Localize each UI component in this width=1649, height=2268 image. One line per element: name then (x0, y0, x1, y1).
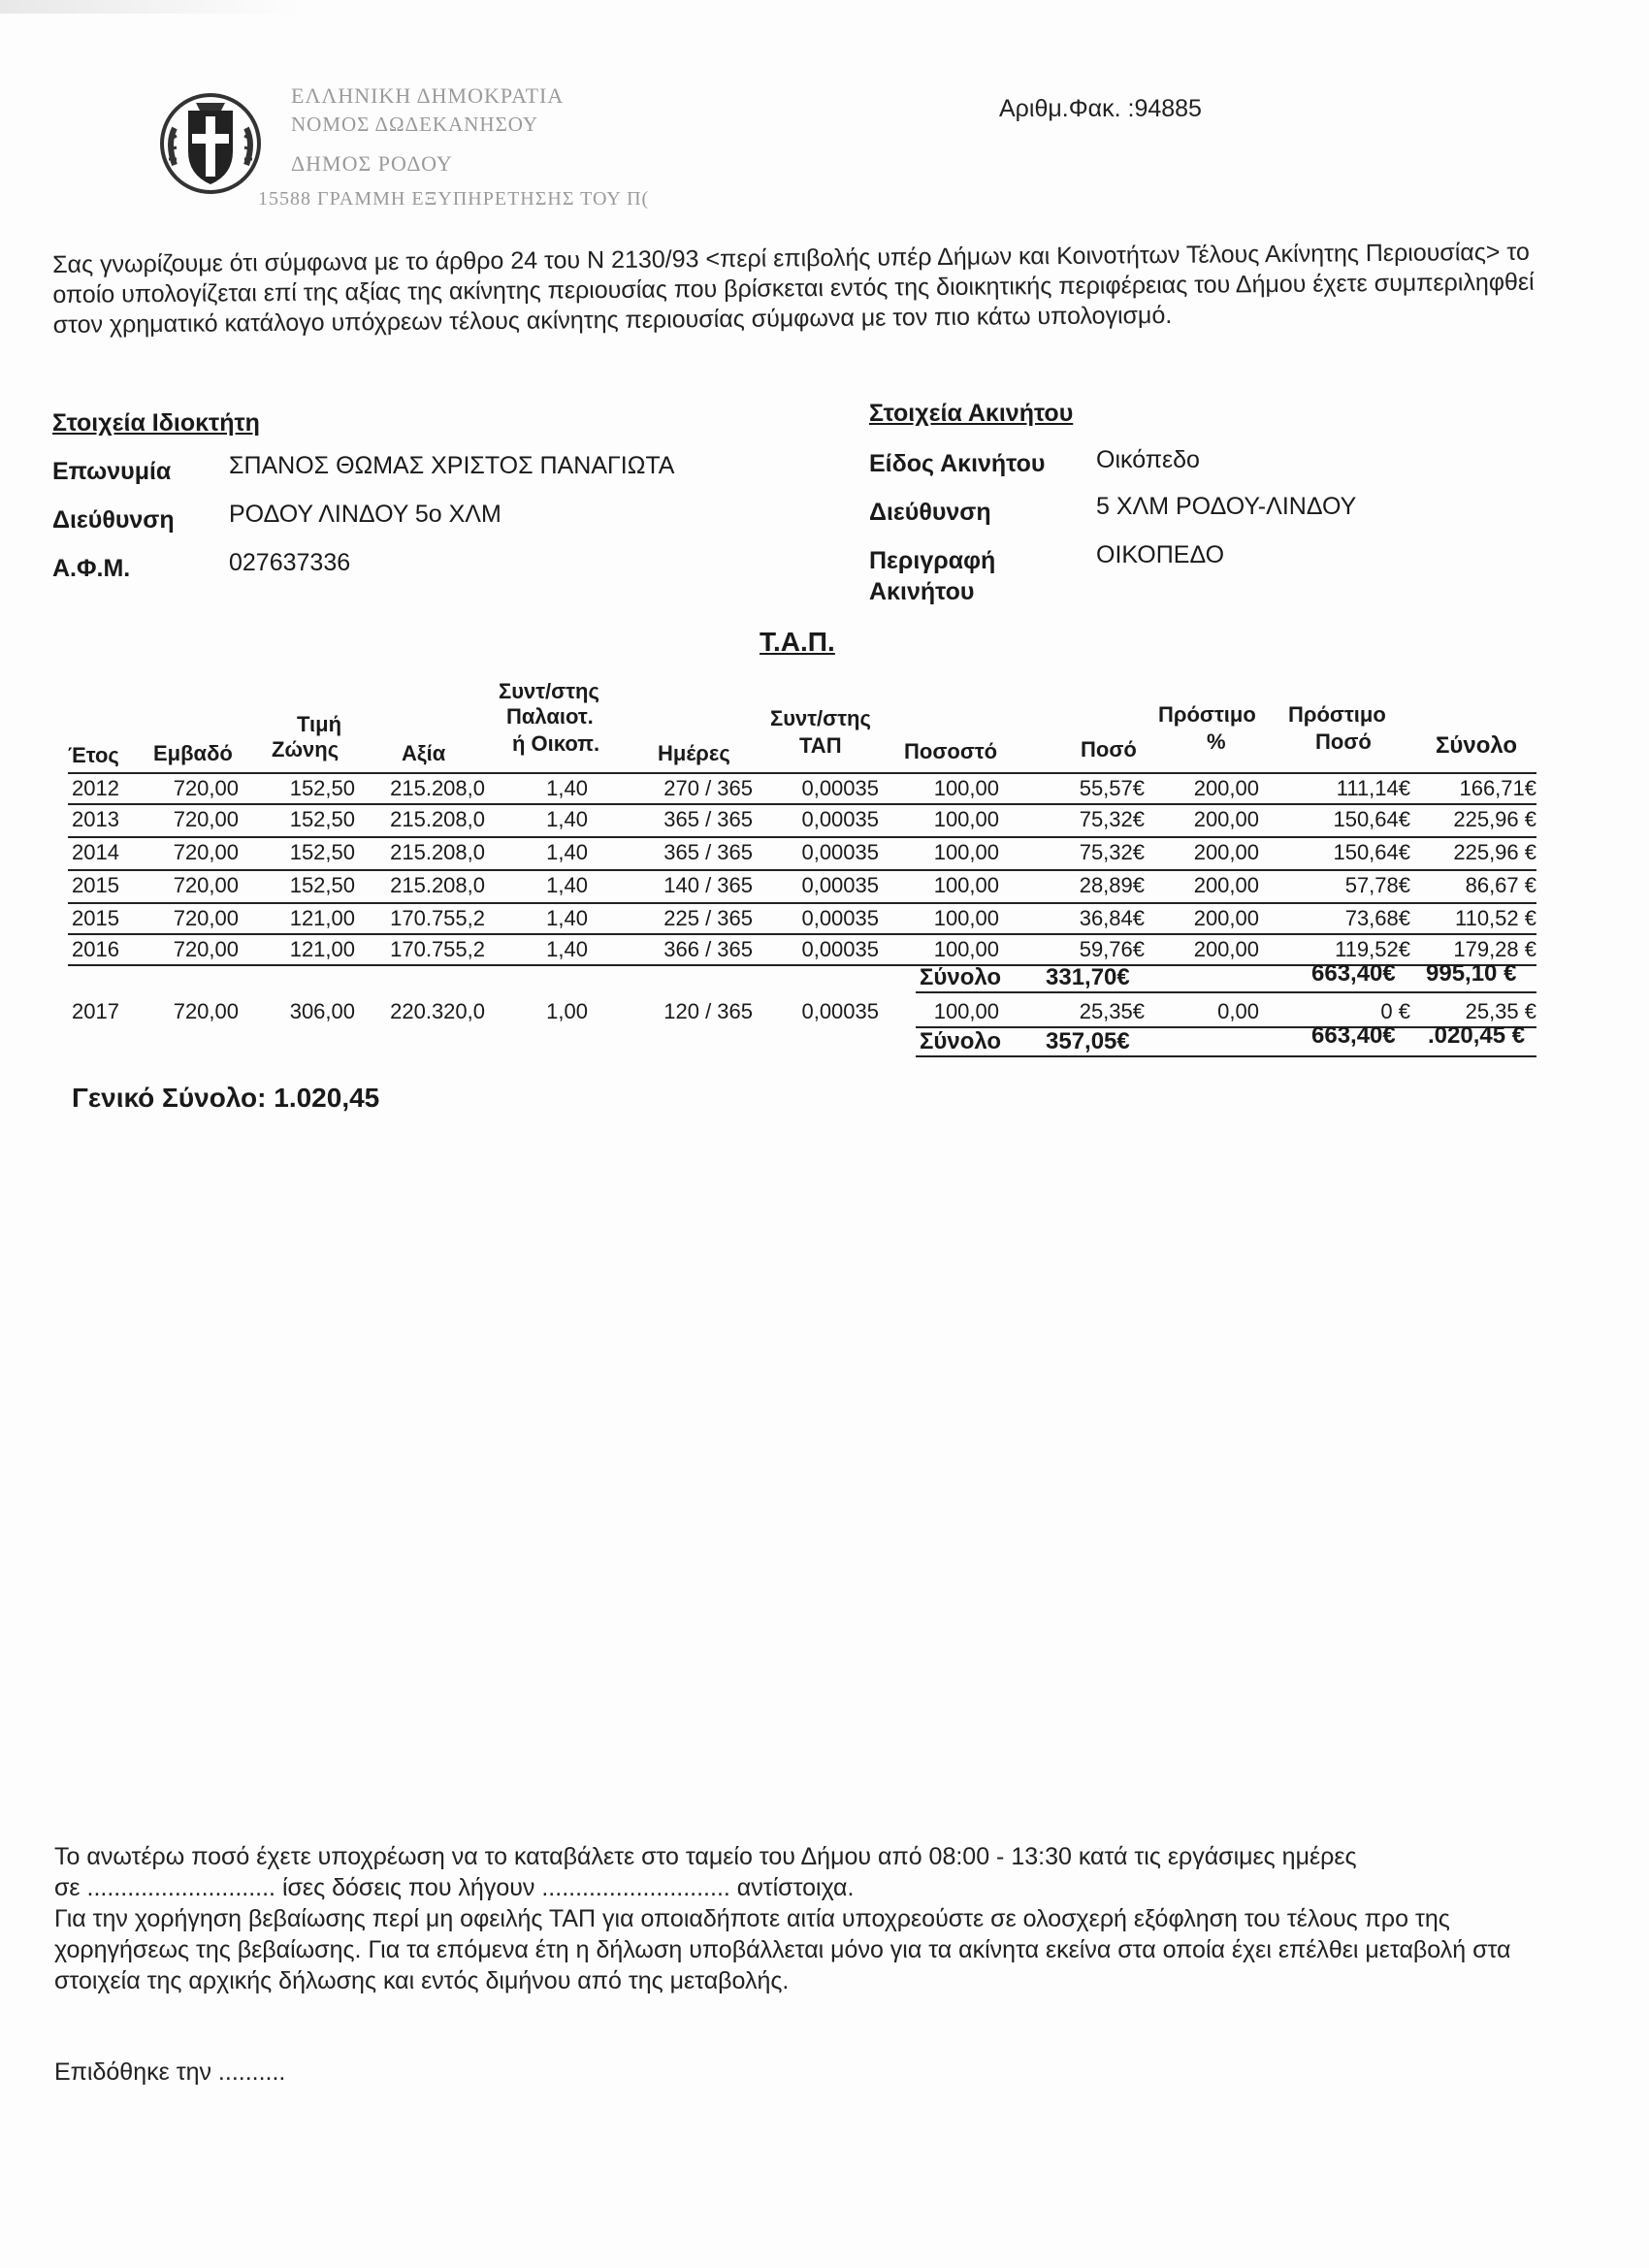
table-row-2-fine-amount: 150,64€ (1333, 807, 1410, 831)
owner-address: ΡΟΔΟΥ ΛΙΝΔΟΥ 5ο ΧΛΜ (229, 501, 501, 528)
table-row-2017-total: 25,35 € (1465, 999, 1536, 1023)
table-row-5-value: 170.755,2 (390, 906, 485, 930)
col-header-area: Εμβαδό (153, 741, 233, 765)
table-row-4-area: 720,00 (173, 873, 239, 897)
served-date: Επιδόθηκε την .......... (54, 2058, 286, 2086)
col-header-tap-coef-2: ΤΑΠ (799, 733, 842, 758)
table-row-2-area: 720,00 (173, 807, 239, 831)
subtotal1-amount: 331,70€ (1046, 964, 1130, 990)
table-row-1-percent: 100,00 (933, 776, 999, 800)
table-row-2-fine-pct: 200,00 (1193, 807, 1259, 831)
table-row-1-year: 2012 (72, 776, 119, 800)
tap-title: Τ.Α.Π. (760, 627, 835, 657)
table-row-5-fine-amount: 73,68€ (1344, 906, 1410, 930)
owner-name-label: Επωνυμία (52, 458, 172, 485)
table-row-3-tap-coef: 0,00035 (801, 840, 879, 864)
subtotal2-fine: 663,40€ (1311, 1022, 1396, 1049)
table-row-5-age-coef: 1,40 (546, 906, 588, 930)
subtotal1-label: Σύνολο (920, 964, 1002, 990)
table-row-5-amount: 36,84€ (1079, 906, 1145, 930)
table-row-4-days: 140 / 365 (663, 873, 753, 897)
table-row-3-zone-price: 152,50 (289, 840, 355, 864)
table-row-4-fine-pct: 200,00 (1193, 873, 1259, 897)
col-header-zone-price-2: Ζώνης (272, 737, 340, 761)
table-row-5-percent: 100,00 (933, 906, 999, 930)
file-number: Αριθμ.Φακ. :94885 (999, 95, 1202, 122)
table-rule (68, 933, 1536, 935)
table-row-6-fine-amount: 119,52€ (1335, 937, 1410, 961)
col-header-zone-price-1: Τιμή (296, 712, 342, 736)
greek-coat-of-arms-icon (157, 89, 264, 198)
col-header-fine-amount-2: Ποσό (1315, 729, 1372, 754)
table-row-2017-fine-amount: 0 € (1380, 999, 1410, 1023)
table-row-2-amount: 75,32€ (1079, 807, 1145, 831)
table-rule (68, 869, 1536, 871)
table-rule (916, 1055, 1536, 1057)
table-rule (916, 991, 1536, 993)
table-row-5-fine-pct: 200,00 (1193, 906, 1259, 930)
subtotal1-total: 995,10 € (1426, 960, 1517, 987)
footer-certificate-text: Για την χορήγηση βεβαίωσης περί μη οφειλής ΤΑΠ για οποιαδήποτε αιτία υποχρεούστε σε ολοσχερή εξόφληση του τέλους προ της χορηγήσεως της βεβαίωσης. Για τα επόμενα έτη η δήλωση υποβάλλεται μόνο για τα ακίνητα εκείνα στα οποία έχει επέλθει μεταβολή στα στοιχεία της αρχικής δήλωσης και εντός διμήνου από της μεταβολής. (54, 1905, 1511, 1994)
table-row-3-year: 2014 (72, 840, 119, 864)
table-row-6-tap-coef: 0,00035 (801, 937, 879, 961)
subtotal2-label: Σύνολο (920, 1028, 1002, 1054)
table-row-3-age-coef: 1,40 (546, 840, 588, 864)
table-row-1-total: 166,71€ (1459, 776, 1536, 800)
owner-name: ΣΠΑΝΟΣ ΘΩΜΑΣ ΧΡΙΣΤΟΣ ΠΑΝΑΓΙΩΤΑ (229, 452, 675, 479)
table-row-3-value: 215.208,0 (390, 840, 485, 864)
header-municipality: ΔΗΜΟΣ ΡΟΔΟΥ (291, 151, 453, 176)
table-row-4-tap-coef: 0,00035 (801, 873, 879, 897)
col-header-age-coef-2: Παλαιοτ. (506, 704, 594, 729)
owner-section-title: Στοιχεία Ιδιοκτήτη (52, 409, 260, 437)
table-row-2017-percent: 100,00 (933, 999, 999, 1023)
footer-notes (54, 1841, 1548, 1996)
owner-afm-label: Α.Φ.Μ. (52, 555, 131, 582)
table-rule (68, 803, 1536, 805)
scan-mark (0, 0, 301, 14)
col-header-age-coef-1: Συντ/στης (499, 679, 599, 703)
table-row-4-age-coef: 1,40 (546, 873, 588, 897)
table-row-2017-tap-coef: 0,00035 (801, 999, 879, 1023)
table-row-5-tap-coef: 0,00035 (801, 906, 879, 930)
table-row-1-fine-pct: 200,00 (1193, 776, 1259, 800)
table-row-1-value: 215.208,0 (390, 776, 485, 800)
table-row-3-total: 225,96 € (1453, 840, 1536, 864)
owner-address-label: Διεύθυνση (52, 506, 175, 534)
table-row-2017-area: 720,00 (173, 999, 239, 1023)
table-row-4-zone-price: 152,50 (289, 873, 355, 897)
table-row-6-area: 720,00 (173, 937, 239, 961)
table-row-6-amount: 59,76€ (1079, 937, 1145, 961)
table-row-3-days: 365 / 365 (663, 840, 753, 864)
table-row-2-total: 225,96 € (1453, 807, 1536, 831)
header-country: ΕΛΛΗΝΙΚΗ ΔΗΜΟΚΡΑΤΙΑ (291, 83, 565, 108)
subtotal2-total: .020,45 € (1428, 1022, 1526, 1049)
table-row-6-fine-pct: 200,00 (1193, 937, 1259, 961)
table-row-4-year: 2015 (72, 873, 119, 897)
col-header-total: Σύνολο (1436, 732, 1518, 759)
col-header-age-coef-3: ή Οικοπ. (512, 731, 600, 756)
table-row-4-fine-amount: 57,78€ (1344, 873, 1410, 897)
col-header-year: Έτος (68, 743, 119, 767)
table-row-1-amount: 55,57€ (1079, 776, 1145, 800)
table-row-3-amount: 75,32€ (1079, 840, 1145, 864)
table-row-1-area: 720,00 (173, 776, 239, 800)
table-row-2017-fine-pct: 0,00 (1217, 999, 1259, 1023)
table-row-6-zone-price: 121,00 (289, 937, 355, 961)
table-row-4-total: 86,67 € (1465, 873, 1536, 897)
property-address: 5 ΧΛΜ ΡΟΔΟΥ-ΛΙΝΔΟΥ (1096, 493, 1357, 520)
table-row-1-fine-amount: 111,14€ (1336, 776, 1410, 800)
table-rule (68, 836, 1536, 838)
table-row-2-value: 215.208,0 (390, 807, 485, 831)
property-desc-label-2: Ακινήτου (869, 578, 975, 605)
table-row-4-percent: 100,00 (933, 873, 999, 897)
header-prefecture: ΝΟΜΟΣ ΔΩΔΕΚΑΝΗΣΟΥ (291, 113, 539, 136)
header-service-line: 15588 ΓΡΑΜΜΗ ΕΞΥΠΗΡΕΤΗΣΗΣ ΤΟΥ Π( (258, 188, 650, 210)
table-row-1-days: 270 / 365 (663, 776, 753, 800)
col-header-fine-amount-1: Πρόστιμο (1288, 702, 1386, 727)
grand-total: Γενικό Σύνολο: 1.020,45 (72, 1083, 380, 1113)
table-row-2017-days: 120 / 365 (663, 999, 753, 1023)
table-row-2-zone-price: 152,50 (289, 807, 355, 831)
col-header-fine-pct-2: % (1207, 729, 1226, 754)
table-row-2017-amount: 25,35€ (1079, 999, 1145, 1023)
subtotal1-fine: 663,40€ (1311, 960, 1396, 987)
table-row-2-year: 2013 (72, 807, 119, 831)
table-row-2-tap-coef: 0,00035 (801, 807, 879, 831)
table-row-4-value: 215.208,0 (390, 873, 485, 897)
property-type-label: Είδος Ακινήτου (869, 450, 1046, 477)
table-row-5-total: 110,52 € (1454, 906, 1536, 930)
table-rule (68, 772, 1536, 774)
col-header-fine-pct-1: Πρόστιμο (1158, 702, 1256, 727)
table-row-1-age-coef: 1,40 (546, 776, 588, 800)
intro-paragraph: Σας γνωρίζουμε ότι σύμφωνα με το άρθρο 24 του Ν 2130/93 <περί επιβολής υπέρ Δήμων και Κοινοτήτων Τέλους Ακίνητης Περιουσίας> το οποίο υπολογίζεται επί της αξίας της ακίνητης περιουσίας που βρίσκεται εντός της διοικητικής περιφέρειας του Δήμου έχετε συμπεριληφθεί στον χρηματικό κατάλογο υπόχρεων τέλους ακίνητης περιουσίας σύμφωνα με τον πιο κάτω υπολογισμό. (52, 238, 1535, 339)
table-row-2017-value: 220.320,0 (390, 999, 485, 1023)
table-row-6-value: 170.755,2 (390, 937, 485, 961)
table-row-5-zone-price: 121,00 (289, 906, 355, 930)
table-row-6-days: 366 / 365 (663, 937, 753, 961)
property-address-label: Διεύθυνση (869, 499, 991, 526)
table-row-2017-zone-price: 306,00 (289, 999, 355, 1023)
property-type: Οικόπεδο (1096, 446, 1200, 473)
footer-installments-text: σε ............................ ίσες δόσεις που λήγουν ............................ αντίστοιχα. (54, 1874, 855, 1901)
table-row-3-fine-pct: 200,00 (1193, 840, 1259, 864)
footer-payment-text: Το ανωτέρω ποσό έχετε υποχρέωση να το καταβάλετε στο ταμείο του Δήμου από 08:00 - 13:30 κατά τις εργάσιμες ημέρες (54, 1843, 1357, 1870)
table-row-1-tap-coef: 0,00035 (801, 776, 879, 800)
table-row-5-days: 225 / 365 (663, 906, 753, 930)
col-header-percent: Ποσοστό (904, 739, 998, 763)
owner-afm: 027637336 (229, 549, 351, 576)
table-row-6-year: 2016 (72, 937, 119, 961)
col-header-amount: Ποσό (1081, 737, 1137, 761)
table-row-3-percent: 100,00 (933, 840, 999, 864)
table-row-1-zone-price: 152,50 (289, 776, 355, 800)
table-row-3-area: 720,00 (173, 840, 239, 864)
table-row-4-amount: 28,89€ (1079, 873, 1145, 897)
property-section-title: Στοιχεία Ακινήτου (869, 400, 1074, 427)
table-rule (68, 902, 1536, 904)
subtotal2-amount: 357,05€ (1046, 1028, 1130, 1054)
property-desc-label-1: Περιγραφή (869, 547, 996, 574)
table-row-2017-age-coef: 1,00 (546, 999, 588, 1023)
table-row-2017-year: 2017 (72, 999, 119, 1023)
table-row-6-age-coef: 1,40 (546, 937, 588, 961)
table-row-6-percent: 100,00 (933, 937, 999, 961)
col-header-tap-coef-1: Συντ/στης (770, 706, 871, 730)
col-header-value: Αξία (402, 741, 446, 765)
table-row-3-fine-amount: 150,64€ (1333, 840, 1410, 864)
col-header-days: Ημέρες (658, 741, 730, 765)
table-row-2-percent: 100,00 (933, 807, 999, 831)
table-row-6-total: 179,28 € (1453, 937, 1536, 961)
table-row-5-year: 2015 (72, 906, 119, 930)
property-desc: ΟΙΚΟΠΕΔΟ (1096, 541, 1225, 568)
table-row-2-age-coef: 1,40 (546, 807, 588, 831)
table-row-2-days: 365 / 365 (663, 807, 753, 831)
table-row-5-area: 720,00 (173, 906, 239, 930)
